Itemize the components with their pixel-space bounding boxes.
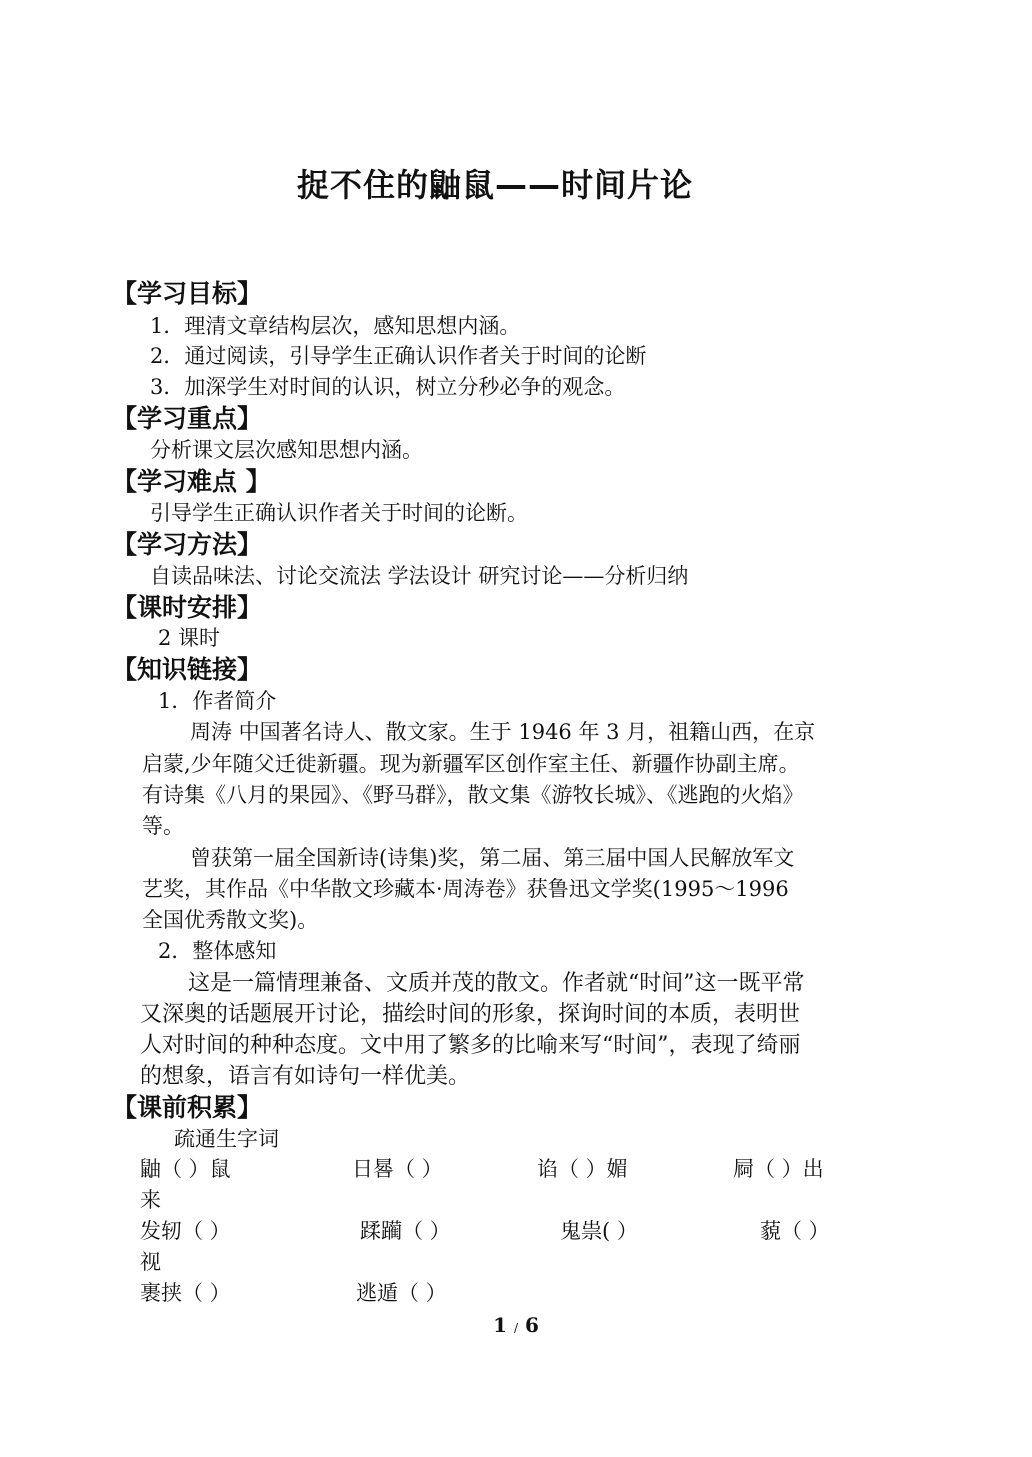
section-heading-goals: 【学习目标】 (112, 279, 263, 308)
bio-line: 周涛 中国著名诗人、散文家。生于 1946 年 3 月，祖籍山西，在京 (190, 720, 816, 744)
section-heading-focus: 【学习重点】 (112, 404, 263, 433)
knowledge-subheading-overview: 2．整体感知 (158, 939, 277, 963)
vocab-item: 蹂躏（ ） (360, 1219, 451, 1243)
overview-line: 的想象，语言有如诗句一样优美。 (140, 1064, 471, 1089)
vocab-item: 谄（ ）媚 (537, 1157, 628, 1181)
vocab-item: 逃遁（ ） (356, 1281, 447, 1305)
page-current: 1 (493, 1313, 507, 1337)
award-line: 曾获第一届全国新诗(诗集)奖，第二届、第三届中国人民解放军文 (190, 846, 795, 870)
methods-text: 自读品味法、讨论交流法 学法设计 研究讨论——分析归纳 (150, 564, 689, 588)
knowledge-subheading-author: 1．作者简介 (158, 689, 277, 713)
award-line: 全国优秀散文奖)。 (142, 908, 319, 932)
vocab-wrap: 来 (140, 1188, 161, 1212)
section-heading-methods: 【学习方法】 (112, 530, 263, 559)
schedule-text: 2 课时 (158, 626, 221, 650)
focus-text: 分析课文层次感知思想内涵。 (150, 438, 423, 462)
section-heading-schedule: 【课时安排】 (112, 593, 263, 622)
bio-line: 等。 (142, 814, 184, 838)
vocab-item: 鬼祟( ） (560, 1219, 638, 1243)
overview-line: 人对时间的种种态度。文中用了繁多的比喻来写“时间”，表现了绮丽 (140, 1033, 801, 1058)
goal-item: 1．理清文章结构层次，感知思想内涵。 (150, 314, 521, 338)
vocab-item: 屙（ ）出 (733, 1157, 824, 1181)
bio-line: 有诗集《八月的果园》、《野马群》，散文集《游牧长城》、《逃跑的火焰》 (142, 783, 804, 807)
goal-item: 3．加深学生对时间的认识，树立分秒必争的观念。 (150, 375, 626, 399)
vocab-item: 日晷（ ） (352, 1157, 443, 1181)
overview-line: 这是一篇情理兼备、文质并茂的散文。作者就“时间”这一既平常 (188, 971, 805, 996)
vocab-item: 发轫（ ） (140, 1219, 231, 1243)
page-number (0, 1313, 1032, 1337)
vocab-wrap: 视 (140, 1250, 161, 1274)
page-total: 6 (524, 1313, 539, 1337)
vocab-item: 藐（ ） (760, 1219, 830, 1243)
section-heading-knowledge: 【知识链接】 (112, 655, 263, 684)
preview-intro: 疏通生字词 (174, 1127, 279, 1151)
award-line: 艺奖，其作品《中华散文珍藏本·周涛卷》获鲁迅文学奖(1995～1996 (142, 877, 789, 901)
document-title: 捉不住的鼬鼠——时间片论 (296, 166, 693, 204)
section-heading-difficulty: 【学习难点 】 (112, 467, 271, 496)
section-heading-preview: 【课前积累】 (112, 1093, 263, 1122)
vocab-item: 裹挟（ ） (140, 1281, 231, 1305)
difficulty-text: 引导学生正确认识作者关于时间的论断。 (150, 501, 528, 525)
vocab-item: 鼬（ ）鼠 (140, 1157, 231, 1181)
goal-item: 2．通过阅读，引导学生正确认识作者关于时间的论断 (150, 344, 647, 368)
bio-line: 启蒙,少年随父迁徙新疆。现为新疆军区创作室主任、新疆作协副主席。 (142, 752, 800, 776)
page-separator: / (513, 1321, 519, 1335)
overview-line: 又深奥的话题展开讨论，描绘时间的形象，探询时间的本质，表明世 (140, 1002, 801, 1027)
